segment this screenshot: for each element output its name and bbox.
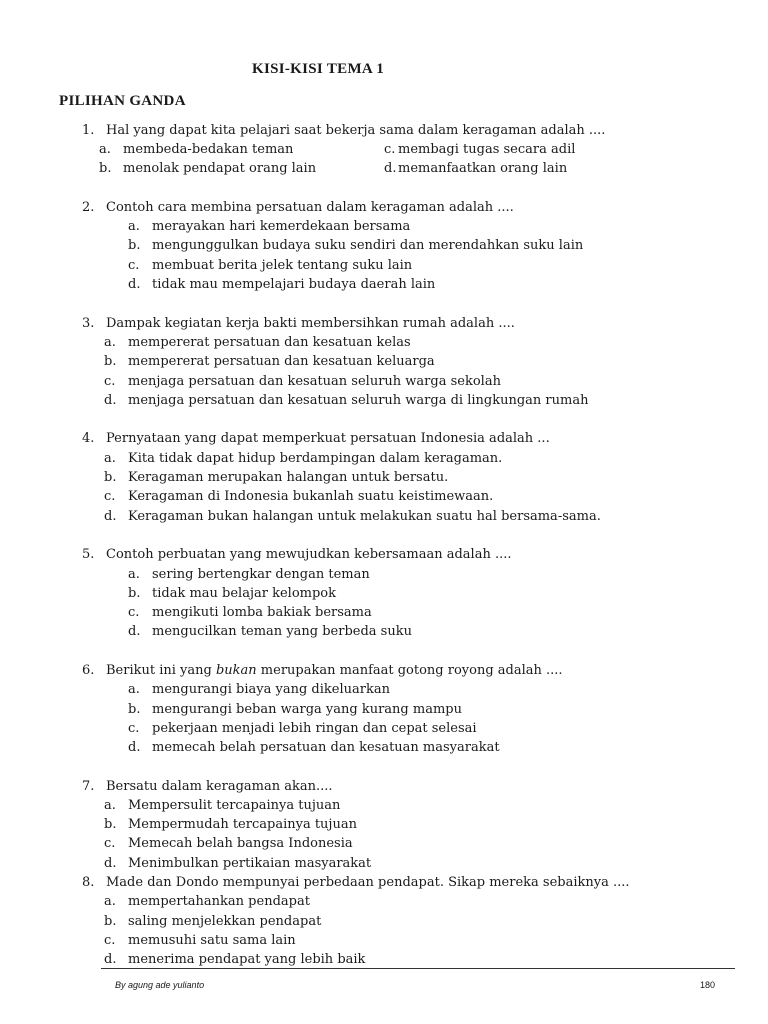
option-letter: a. (128, 567, 140, 582)
option-letter: d. (128, 277, 141, 292)
option-text: mempererat persatuan dan kesatuan kelas (128, 335, 411, 350)
question-number: 4. (82, 431, 95, 446)
option-letter: a. (128, 219, 140, 234)
question-text (106, 663, 563, 679)
option-letter: b. (128, 586, 141, 601)
option-text: mengurangi biaya yang dikeluarkan (152, 682, 390, 697)
question-text-part: merupakan manfaat gotong royong adalah .... (256, 663, 563, 678)
option-letter: a. (104, 451, 116, 466)
option-text: membagi tugas secara adil (398, 142, 576, 157)
option-letter: d. (384, 161, 397, 176)
emphasis-word: bukan (215, 663, 257, 678)
question-number: 2. (82, 200, 95, 215)
question-text: Hal yang dapat kita pelajari saat bekerja sama dalam keragaman adalah .... (106, 123, 606, 138)
section-heading: PILIHAN GANDA (59, 93, 186, 109)
option-text: Mempersulit tercapainya tujuan (128, 798, 341, 813)
question-text: Dampak kegiatan kerja bakti membersihkan rumah adalah .... (106, 316, 515, 331)
question-number: 3. (82, 316, 95, 331)
question-number: 6. (82, 663, 95, 678)
option-text: Kita tidak dapat hidup berdampingan dalam keragaman. (128, 451, 503, 466)
option-text: saling menjelekkan pendapat (128, 914, 322, 929)
option-letter: b. (104, 470, 117, 485)
option-letter: c. (104, 836, 116, 851)
option-text: Menimbulkan pertikaian masyarakat (128, 856, 372, 871)
question-number: 8. (82, 875, 95, 890)
option-letter: d. (128, 624, 141, 639)
question-number: 7. (82, 779, 95, 794)
option-letter: a. (104, 894, 116, 909)
option-letter: d. (104, 856, 117, 871)
option-text: menolak pendapat orang lain (123, 161, 317, 176)
question-number: 5. (82, 547, 95, 562)
option-letter: a. (99, 142, 111, 157)
question-text: Contoh cara membina persatuan dalam keragaman adalah .... (106, 200, 514, 215)
option-text: mempererat persatuan dan kesatuan keluarga (128, 354, 435, 369)
question-number: 1. (82, 123, 95, 138)
option-text: mengunggulkan budaya suku sendiri dan merendahkan suku lain (152, 238, 584, 253)
option-letter: c. (104, 933, 116, 948)
option-letter: b. (104, 914, 117, 929)
option-text: membuat berita jelek tentang suku lain (152, 258, 413, 273)
option-letter: b. (99, 161, 112, 176)
option-text: mempertahankan pendapat (128, 894, 310, 909)
page-title: KISI-KISI TEMA 1 (252, 61, 385, 77)
option-text: Mempermudah tercapainya tujuan (128, 817, 357, 832)
question-text: Bersatu dalam keragaman akan.... (106, 779, 333, 794)
option-text: mengikuti lomba bakiak bersama (152, 605, 372, 620)
option-text: memusuhi satu sama lain (128, 933, 296, 948)
question-text: Contoh perbuatan yang mewujudkan kebersamaan adalah .... (106, 547, 512, 562)
option-letter: b. (128, 702, 141, 717)
option-letter: a. (128, 682, 140, 697)
option-text: memanfaatkan orang lain (398, 161, 568, 176)
option-letter: d. (104, 952, 117, 967)
footer-author: By agung ade yulianto (115, 980, 205, 990)
page-number: 180 (700, 980, 716, 990)
option-letter: a. (104, 335, 116, 350)
option-text: menjaga persatuan dan kesatuan seluruh warga sekolah (128, 374, 501, 389)
option-letter: d. (104, 509, 117, 524)
option-letter: c. (128, 721, 140, 736)
question-text: Made dan Dondo mempunyai perbedaan pendapat. Sikap mereka sebaiknya .... (106, 875, 630, 890)
option-letter: c. (128, 258, 140, 273)
option-text: sering bertengkar dengan teman (152, 567, 370, 582)
option-letter: d. (128, 740, 141, 755)
option-text: memecah belah persatuan dan kesatuan masyarakat (152, 740, 500, 755)
option-text: Keragaman di Indonesia bukanlah suatu keistimewaan. (128, 489, 494, 504)
question-text-part: Berikut ini yang (106, 663, 216, 678)
option-letter: c. (384, 142, 396, 157)
option-text: tidak mau mempelajari budaya daerah lain (152, 277, 436, 292)
option-text: menjaga persatuan dan kesatuan seluruh warga di lingkungan rumah (128, 393, 589, 408)
option-text: mengucilkan teman yang berbeda suku (152, 624, 412, 639)
option-text: mengurangi beban warga yang kurang mampu (152, 702, 462, 717)
option-text: Memecah belah bangsa Indonesia (128, 836, 353, 851)
option-letter: d. (104, 393, 117, 408)
option-letter: c. (128, 605, 140, 620)
option-letter: a. (104, 798, 116, 813)
question-text: Pernyataan yang dapat memperkuat persatuan Indonesia adalah ... (106, 431, 550, 446)
option-text: membeda-bedakan teman (123, 142, 294, 157)
option-letter: c. (104, 374, 116, 389)
option-letter: b. (104, 817, 117, 832)
option-text: merayakan hari kemerdekaan bersama (152, 219, 411, 234)
option-letter: b. (104, 354, 117, 369)
footer-divider (101, 968, 735, 969)
option-text: Keragaman merupakan halangan untuk bersatu. (128, 470, 449, 485)
option-text: menerima pendapat yang lebih baik (128, 952, 366, 967)
option-letter: c. (104, 489, 116, 504)
option-letter: b. (128, 238, 141, 253)
option-text: Keragaman bukan halangan untuk melakukan suatu hal bersama-sama. (128, 509, 601, 524)
option-text: pekerjaan menjadi lebih ringan dan cepat selesai (152, 721, 477, 736)
option-text: tidak mau belajar kelompok (152, 586, 337, 601)
